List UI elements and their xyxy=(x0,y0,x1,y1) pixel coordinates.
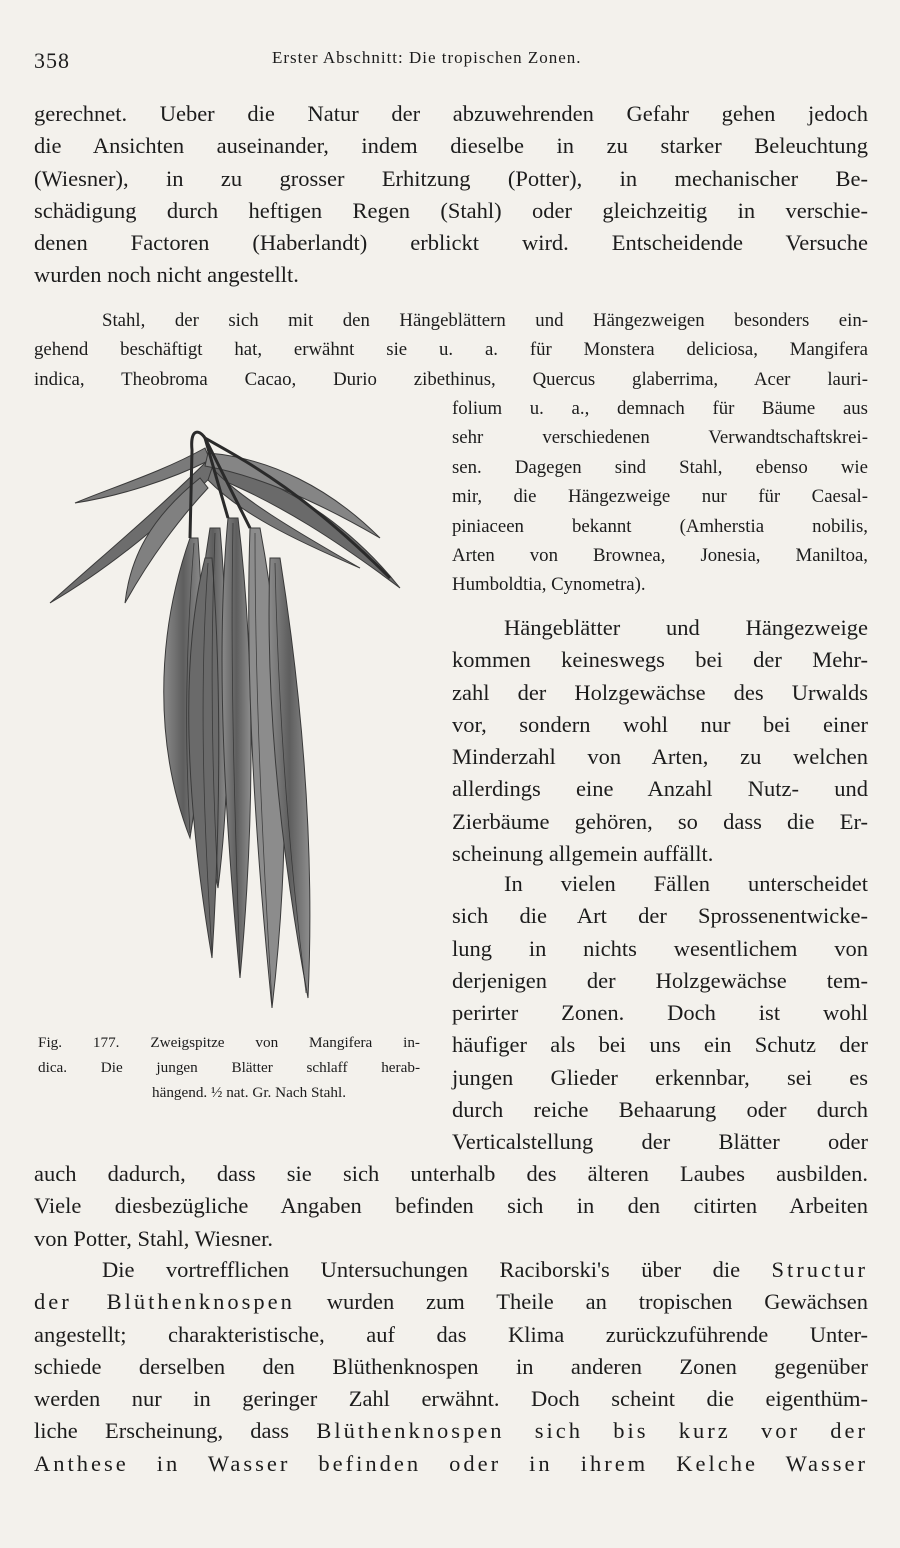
caption-line: Fig. 177. Zweigspitze von Mangifera in- xyxy=(38,1034,420,1051)
text-line: Verticalstellung der Blätter oder xyxy=(452,1129,868,1155)
text-line: von Potter, Stahl, Wiesner. xyxy=(34,1225,274,1251)
text-line: indica, Theobroma Cacao, Durio zibethinus, Quercus glaberrima, Acer lauri- xyxy=(34,368,868,390)
paragraph-3 xyxy=(452,612,868,870)
page-number: 358 xyxy=(34,48,70,73)
text-line: Zierbäume gehören, so dass die Er- xyxy=(452,808,868,834)
caption-line: hängend. ½ nat. Gr. Nach Stahl. xyxy=(151,1084,347,1101)
text-line: durch reiche Behaarung oder durch xyxy=(452,1097,868,1123)
page-header xyxy=(34,44,866,76)
text-line: Arten von Brownea, Jonesia, Maniltoa, xyxy=(452,545,868,567)
mangifera-branch-illustration xyxy=(40,418,420,1018)
text-line xyxy=(34,1254,868,1286)
text-line: Hängeblätter und Hängezweige xyxy=(504,615,868,640)
text-span: wurden zum Theile an tropischen Gewächsen xyxy=(294,1289,868,1315)
paragraph-2 xyxy=(34,306,868,394)
text-line: Stahl, der sich mit den Hängeblättern und Hängezweigen besonders ein- xyxy=(102,310,868,331)
text-line: gehend beschäftigt hat, erwähnt sie u. a. für Monstera deliciosa, Mangifera xyxy=(34,339,868,361)
text-line: allerdings eine Anzahl Nutz- und xyxy=(452,776,868,802)
paragraph-2-wrap xyxy=(452,394,868,600)
text-line: mir, die Hängezweige nur für Caesal- xyxy=(452,486,868,508)
text-line xyxy=(34,1415,868,1447)
text-line: scheinung allgemein auffällt. xyxy=(452,841,714,867)
text-line: werden nur in geringer Zahl erwähnt. Doch scheint die eigenthüm- xyxy=(34,1386,868,1412)
text-line: zahl der Holzgewächse des Urwalds xyxy=(452,679,868,705)
text-line: kommen keineswegs bei der Mehr- xyxy=(452,647,868,673)
text-line: (Wiesner), in zu grosser Erhitzung (Potter), in mechanischer Be- xyxy=(34,165,868,191)
figure-caption xyxy=(38,1030,420,1105)
text-line: sen. Dagegen sind Stahl, ebenso wie xyxy=(452,456,868,478)
running-title: Erster Abschnitt: Die tropischen Zonen. xyxy=(272,48,582,67)
text-line: Anthese in Wasser befinden oder in ihrem Kelche Wasser xyxy=(34,1450,868,1476)
text-span: Die vortrefflichen Untersuchungen Raciborski's über die xyxy=(102,1257,772,1282)
text-line: angestellt; charakteristische, auf das Klima zurückzuführende Unter- xyxy=(34,1321,868,1347)
text-line: die Ansichten auseinander, indem dieselbe in zu starker Beleuchtung xyxy=(34,133,868,159)
text-line: schiede derselben den Blüthenknospen in anderen Zonen gegenüber xyxy=(34,1353,868,1379)
spaced-term: Blüthenknospen sich bis kurz vor der xyxy=(316,1418,868,1444)
caption-line: dica. Die jungen Blätter schlaff herab- xyxy=(38,1059,420,1076)
spaced-term: der Blüthenknospen xyxy=(34,1289,295,1315)
text-line: In vielen Fällen unterscheidet xyxy=(504,871,868,896)
text-line: jungen Glieder erkennbar, sei es xyxy=(452,1064,868,1090)
text-line: lung in nichts wesentlichem von xyxy=(452,935,868,961)
paragraph-1 xyxy=(34,98,868,292)
text-line: Humboldtia, Cynometra). xyxy=(452,574,646,596)
paragraph-4-full xyxy=(34,1158,868,1255)
text-line: vor, sondern wohl nur bei einer xyxy=(452,711,868,737)
text-line: derjenigen der Holzgewächse tem- xyxy=(452,967,868,993)
text-line: auch dadurch, dass sie sich unterhalb des älteren Laubes ausbilden. xyxy=(34,1161,868,1186)
text-line: folium u. a., demnach für Bäume aus xyxy=(452,398,868,419)
paragraph-5 xyxy=(34,1254,868,1480)
text-line: sich die Art der Sprossenentwicke- xyxy=(452,903,868,929)
text-line: gerechnet. Ueber die Natur der abzuwehrenden Gefahr gehen jedoch xyxy=(34,101,868,126)
text-line: sehr verschiedenen Verwandtschaftskrei- xyxy=(452,427,868,449)
text-line: Viele diesbezügliche Angaben befinden sich in den citirten Arbeiten xyxy=(34,1193,868,1219)
text-line: denen Factoren (Haberlandt) erblickt wird. Entscheidende Versuche xyxy=(34,230,868,256)
text-line: piniaceen bekannt (Amherstia nobilis, xyxy=(452,515,868,537)
spaced-term: Structur xyxy=(771,1257,868,1282)
paragraph-4 xyxy=(452,868,868,1159)
text-line: wurden noch nicht angestellt. xyxy=(34,262,299,288)
text-line: perirter Zonen. Doch ist wohl xyxy=(452,1000,868,1026)
text-line: häufiger als bei uns ein Schutz der xyxy=(452,1032,868,1058)
text-line: schädigung durch heftigen Regen (Stahl) oder gleichzeitig in verschie- xyxy=(34,197,868,223)
text-line: Minderzahl von Arten, zu welchen xyxy=(452,744,868,770)
text-span: liche Erscheinung, dass xyxy=(34,1418,317,1444)
text-line xyxy=(34,1286,868,1318)
